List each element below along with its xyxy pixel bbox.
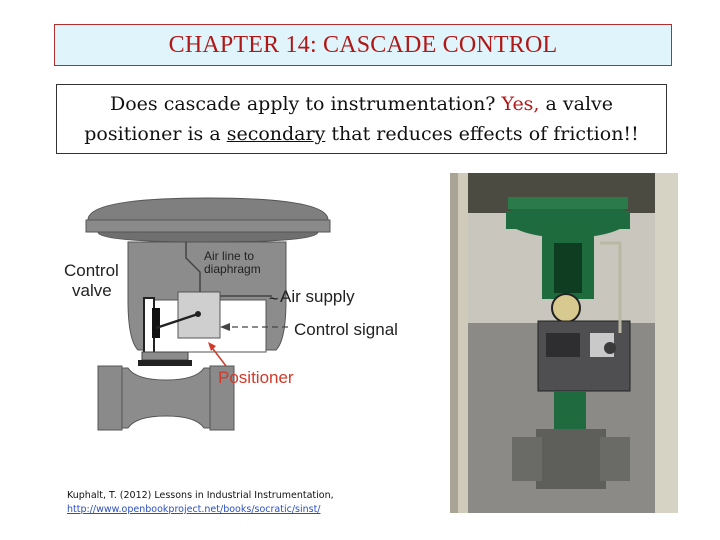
air-line-label	[204, 249, 261, 276]
question-box	[56, 84, 667, 154]
diaphragm-housing	[88, 198, 328, 220]
slide-title: CHAPTER 14: CASCADE CONTROL	[168, 31, 558, 58]
citation-text: Kuphalt, T. (2012) Lessons in Industrial Instrumentation,	[67, 490, 334, 501]
control-valve-line1: Control	[64, 261, 119, 280]
question-part4: that reduces effects of friction!!	[331, 123, 639, 145]
control-signal-label: Control signal	[294, 320, 398, 339]
question-part3: positioner is a	[84, 123, 221, 145]
question-part2: a valve	[545, 93, 614, 115]
citation	[67, 489, 334, 517]
positioner-label: Positioner	[218, 368, 294, 387]
valve-photo	[450, 173, 678, 513]
question-yes: Yes,	[501, 93, 540, 115]
title-banner	[54, 24, 672, 66]
air-supply-label: Air supply	[280, 287, 355, 306]
diaphragm-flange	[86, 220, 330, 232]
svg-text:~: ~	[269, 291, 279, 308]
air-line-line2: diaphragm	[204, 262, 261, 276]
citation-link[interactable]: http://www.openbookproject.net/books/socratic/sinst/	[67, 504, 321, 515]
question-secondary: secondary	[226, 123, 326, 145]
control-valve-diagram	[58, 180, 440, 470]
control-valve-line2: valve	[72, 281, 112, 300]
question-part1: Does cascade apply to instrumentation?	[109, 93, 496, 115]
air-line-line1: Air line to	[204, 249, 255, 263]
control-valve-label	[64, 261, 124, 300]
